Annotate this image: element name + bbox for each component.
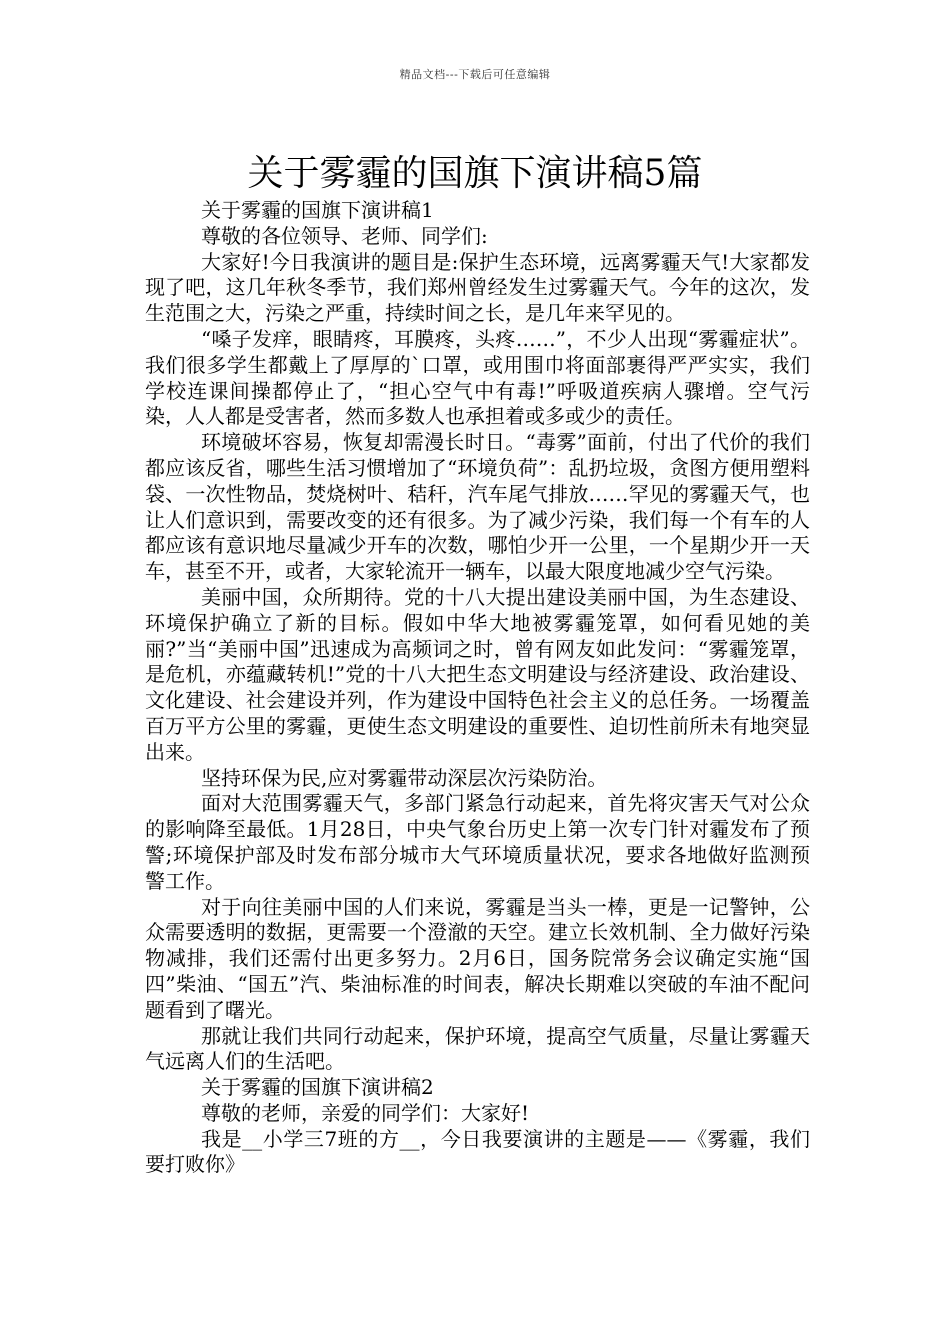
document-title: 关于雾霾的国旗下演讲稿5篇 — [247, 153, 703, 195]
paragraph: 大家好!今日我演讲的题目是:保护生态环境，远离雾霾天气!大家都发现了吧，这几年秋冬季节，我们郑州曾经发生过雾霾天气。今年的这次，发生范围之大，污染之严重，持续时间之长，是几年来罕见的。 — [145, 249, 810, 326]
section-heading-1: 关于雾霾的国旗下演讲稿1 — [201, 198, 434, 222]
paragraph: 环境破坏容易，恢复却需漫长时日。“毒雾”面前，付出了代价的我们都应该反省，哪些生活习惯增加了“环境负荷”：乱扔垃圾，贪图方便用塑料袋、一次性物品，焚烧树叶、秸秆，汽车尾气排放……罕见的雾霾天气，也让人们意识到，需要改变的还有很多。为了减少污染，我们每一个有车的人都应该有意识地尽量减少开车的次数，哪怕少开一公里，一个星期少开一天车，甚至不开，或者，大家轮流开一辆车，以最大限度地减少空气污染。 — [145, 430, 810, 584]
paragraph: 坚持环保为民,应对雾霾带动深层次污染防治。 — [201, 765, 608, 790]
document-body — [145, 198, 810, 1178]
paragraph: 那就让我们共同行动起来，保护环境，提高空气质量，尽量让雾霾天气远离人们的生活吧。 — [145, 1023, 810, 1074]
paragraph: 美丽中国，众所期待。党的十八大提出建设美丽中国，为生态建设、环境保护确立了新的目标。假如中华大地被雾霾笼罩，如何看见她的美丽?”当“美丽中国”迅速成为高频词之时，曾有网友如此发问：“雾霾笼罩，是危机，亦蕴藏转机!”党的十八大把生态文明建设与经济建设、政治建设、文化建设、社会建设并列，作为建设中国特色社会主义的总任务。一场覆盖百万平方公里的雾霾，更使生态文明建设的重要性、迫切性前所未有地突显出来。 — [145, 584, 810, 764]
salutation-2: 尊敬的老师，亲爱的同学们：大家好! — [201, 1100, 530, 1125]
section-heading-2: 关于雾霾的国旗下演讲稿2 — [201, 1075, 434, 1100]
salutation-1: 尊敬的各位领导、老师、同学们: — [201, 223, 488, 248]
paragraph: 面对大范围雾霾天气，多部门紧急行动起来，首先将灾害天气对公众的影响降至最低。1月28日，中央气象台历史上第一次专门针对霾发布了预警;环境保护部及时发布部分城市大气环境质量状况，要求各地做好监测预警工作。 — [145, 791, 810, 893]
paragraph: 对于向往美丽中国的人们来说，雾霾是当头一棒，更是一记警钟，公众需要透明的数据，更需要一个澄澈的天空。建立长效机制、全力做好污染物减排，我们还需付出更多努力。2月6日，国务院常务会议确定实施“国四”柴油、“国五”汽、柴油标准的时间表，解决长期难以突破的车油不配问题看到了曙光。 — [145, 894, 810, 1022]
paragraph: “嗓子发痒，眼睛疼，耳膜疼，头疼……”，不少人出现“雾霾症状”。我们很多学生都戴上了厚厚的`口罩，或用围巾将面部裹得严严实实，我们学校连课间操都停止了，“担心空气中有毒!”呼吸道疾病人骤增。空气污染，人人都是受害者，然而多数人也承担着或多或少的责任。 — [145, 326, 810, 429]
paragraph: 我是__小学三7班的方__，今日我要演讲的主题是——《雾霾，我们要打败你》 — [145, 1126, 810, 1177]
header-note: 精品文档---下载后可任意编辑 — [399, 68, 551, 81]
